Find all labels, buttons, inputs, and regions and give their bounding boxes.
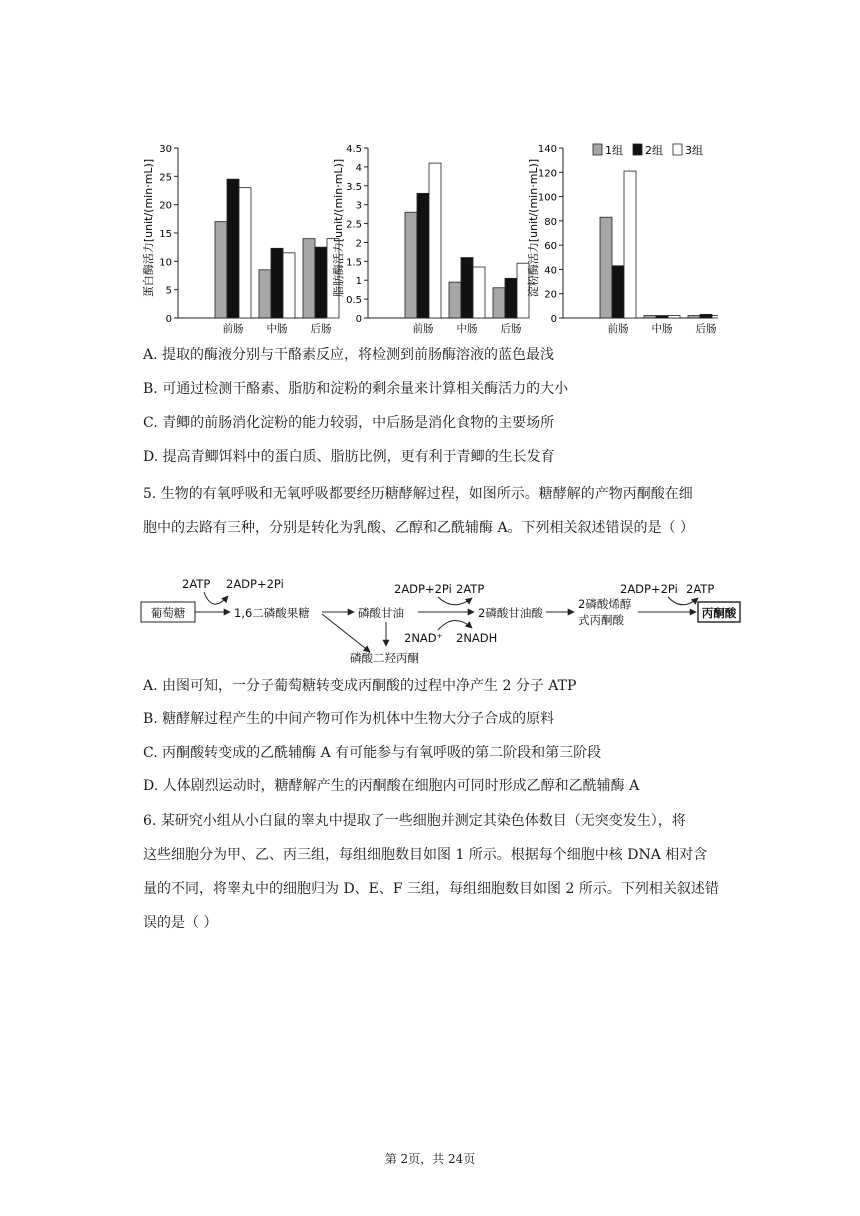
glycolysis-diagram [138, 572, 748, 667]
q5-option-c: C. 丙酮酸转变成的乙酰辅酶 A 有可能参与有氧呼吸的第二阶段和第三阶段 [143, 745, 602, 761]
chart1-bar [283, 253, 295, 318]
chart1-ytick-label: 30 [159, 144, 172, 155]
chart1-bar [215, 222, 227, 318]
chart3-ytick-label: 80 [544, 216, 557, 228]
chart2-ytick-label: 0.5 [346, 295, 362, 307]
chart3-bar [644, 316, 656, 318]
chart2-bar [417, 193, 429, 318]
chart1-bar [227, 179, 239, 318]
chart1-ytick-label: 0 [165, 314, 172, 325]
enzyme-charts [138, 138, 718, 338]
chart1-ytick-label: 25 [159, 172, 172, 184]
q5-option-a: A. 由图可知，一分子葡萄糖转变成丙酮酸的过程中净产生 2 分子 ATP [143, 678, 577, 694]
chart1-bar [271, 248, 283, 318]
chart3-ytick-label: 120 [537, 168, 557, 180]
chart3-bar [712, 316, 718, 318]
q6-stem-line1: 6. 某研究小组从小白鼠的睾丸中提取了一些细胞并测定其染色体数目（无突变发生），将 [143, 813, 686, 829]
chart1-bar [315, 247, 327, 318]
chart2-ytick-label: 3.5 [346, 181, 362, 193]
chart2-ytick-label: 2.5 [346, 219, 362, 231]
q6-stem-line2: 这些细胞分为甲、乙、丙三组，每组细胞数目如图 1 所示。根据每个细胞中核 DNA 相对含 [143, 847, 708, 863]
chart2-category-label: 中肠 [456, 323, 478, 335]
chart3-ytick-label: 140 [537, 144, 557, 155]
chart1-ylabel: 蛋白酶活力[unit/(min·mL)] [142, 158, 155, 298]
chart3-bar [600, 217, 612, 318]
chart2-ytick-label: 4 [355, 162, 362, 174]
chart2-category-label: 前肠 [412, 323, 434, 335]
chart2-ytick-label: 1.5 [346, 257, 362, 269]
chart-amylase [526, 144, 718, 335]
nad-curve [438, 620, 472, 630]
q5-stem-line2: 胞中的去路有三种，分别是转化为乳酸、乙醇和乙酰辅酶 A。下列相关叙述错误的是（ ） [143, 520, 695, 536]
q5-option-b: B. 糖酵解过程产生的中间产物可作为机体中生物大分子合成的原料 [143, 711, 555, 727]
legend-swatch-1 [593, 144, 602, 155]
chart2-bar [473, 267, 485, 318]
pyruvate-label: 丙酮酸 [701, 606, 737, 620]
chart1-bar [239, 188, 251, 318]
chart2-category-label: 后肠 [500, 323, 522, 335]
legend-swatch-2 [633, 144, 642, 155]
chart3-bar [624, 171, 636, 318]
chart3-ytick-label: 100 [537, 192, 557, 204]
chart1-ytick-label: 10 [159, 257, 172, 269]
q5-option-d: D. 人体剧烈运动时，糖酵解产生的丙酮酸在细胞内可同时形成乙醇和乙酰辅酶 A [143, 778, 640, 794]
dhap-label: 磷酸二羟丙酮 [350, 651, 419, 665]
pep-label-line1: 2磷酸烯醇 [578, 597, 632, 611]
chart3-ytick-label: 40 [544, 265, 557, 277]
chart3-ytick-label: 60 [544, 241, 557, 253]
chart2-bar [429, 163, 441, 318]
legend-label-3: 3组 [685, 144, 703, 157]
chart1-ytick-label: 15 [159, 229, 172, 240]
chart2-ytick-label: 0 [355, 314, 362, 325]
atp-output-3: 2ATP [686, 582, 715, 596]
glucose-label: 葡萄糖 [150, 606, 186, 620]
chart3-ytick-label: 0 [550, 314, 557, 325]
atp-output-2: 2ATP [456, 582, 485, 596]
pep-label-line2: 式丙酮酸 [578, 613, 624, 627]
chart1-category-label: 后肠 [310, 323, 332, 335]
atp-curve-2 [438, 597, 472, 605]
chart2-ytick-label: 4.5 [346, 144, 362, 155]
chart3-category-label: 前肠 [607, 323, 629, 335]
chart2-bar [405, 212, 417, 318]
g3p-label: 磷酸甘油 [358, 606, 404, 620]
chart1-bar [259, 270, 271, 318]
chart2-bar [493, 288, 505, 318]
chart1-category-label: 前肠 [222, 323, 244, 335]
chart3-bar [668, 316, 680, 318]
q4-option-d: D. 提高青鲫饵料中的蛋白质、脂肪比例，更有利于青鲫的生长发育 [143, 449, 555, 465]
chart1-category-label: 中肠 [266, 323, 288, 335]
chart3-ylabel: 淀粉酶活力[unit/(min·mL)] [527, 158, 540, 298]
chart1-bar [303, 239, 315, 318]
q6-stem-line3: 量的不同，将睾丸中的细胞归为 D、E、F 三组，每组细胞数目如图 2 所示。下列相关叙述错 [143, 881, 719, 897]
legend-swatch-3 [673, 144, 682, 155]
chart2-bar [449, 282, 461, 318]
q4-option-a: A. 提取的酶液分别与干酪素反应，将检测到前肠酶溶液的蓝色最浅 [143, 347, 555, 363]
chart2-bar [505, 278, 517, 318]
chart3-category-label: 中肠 [651, 323, 673, 335]
page-footer: 第 2页，共 24页 [384, 1152, 476, 1166]
atp-curve-3 [668, 597, 698, 605]
atp-input-1: 2ATP [182, 577, 211, 591]
fructose-label: 1,6二磷酸果糖 [234, 606, 310, 620]
chart3-bar [688, 316, 700, 318]
adp-output-1: 2ADP+2Pi [226, 577, 284, 591]
q4-option-b: B. 可通过检测干酪素、脂肪和淀粉的剩余量来计算相关酶活力的大小 [143, 381, 569, 397]
chart2-ytick-label: 1 [355, 276, 362, 288]
chart2-bar [461, 258, 473, 318]
q5-stem-line1: 5. 生物的有氧呼吸和无氧呼吸都要经历糖酵解过程，如图所示。糖酵解的产物丙酮酸在细 [143, 486, 693, 502]
chart2-ytick-label: 3 [355, 200, 362, 212]
chart2-ylabel: 脂肪酶活力[unit/(min·mL)] [332, 158, 345, 298]
chart3-bar [656, 316, 668, 318]
chart3-category-label: 后肠 [695, 323, 717, 335]
chart-lipase [331, 144, 529, 335]
chart2-ytick-label: 2 [355, 238, 362, 250]
chart-legend [593, 144, 703, 157]
adp-input-3: 2ADP+2Pi [620, 582, 678, 596]
chart3-bar [612, 266, 624, 318]
atp-curve-1 [204, 592, 228, 604]
bpg-label: 2磷酸甘油酸 [478, 606, 543, 620]
nadh-label: 2NADH [456, 631, 498, 645]
nad-label: 2NAD⁺ [404, 631, 443, 645]
adp-input-2: 2ADP+2Pi [394, 582, 452, 596]
legend-label-1: 1组 [605, 144, 623, 157]
chart-protease [141, 144, 339, 335]
q4-option-c: C. 青鲫的前肠消化淀粉的能力较弱，中后肠是消化食物的主要场所 [143, 415, 555, 431]
chart3-ytick-label: 20 [544, 289, 557, 301]
chart3-bar [700, 314, 712, 318]
chart1-ytick-label: 20 [159, 200, 172, 212]
legend-label-2: 2组 [645, 144, 663, 157]
chart1-ytick-label: 5 [165, 285, 172, 297]
q6-stem-line4: 误的是（ ） [143, 915, 218, 931]
